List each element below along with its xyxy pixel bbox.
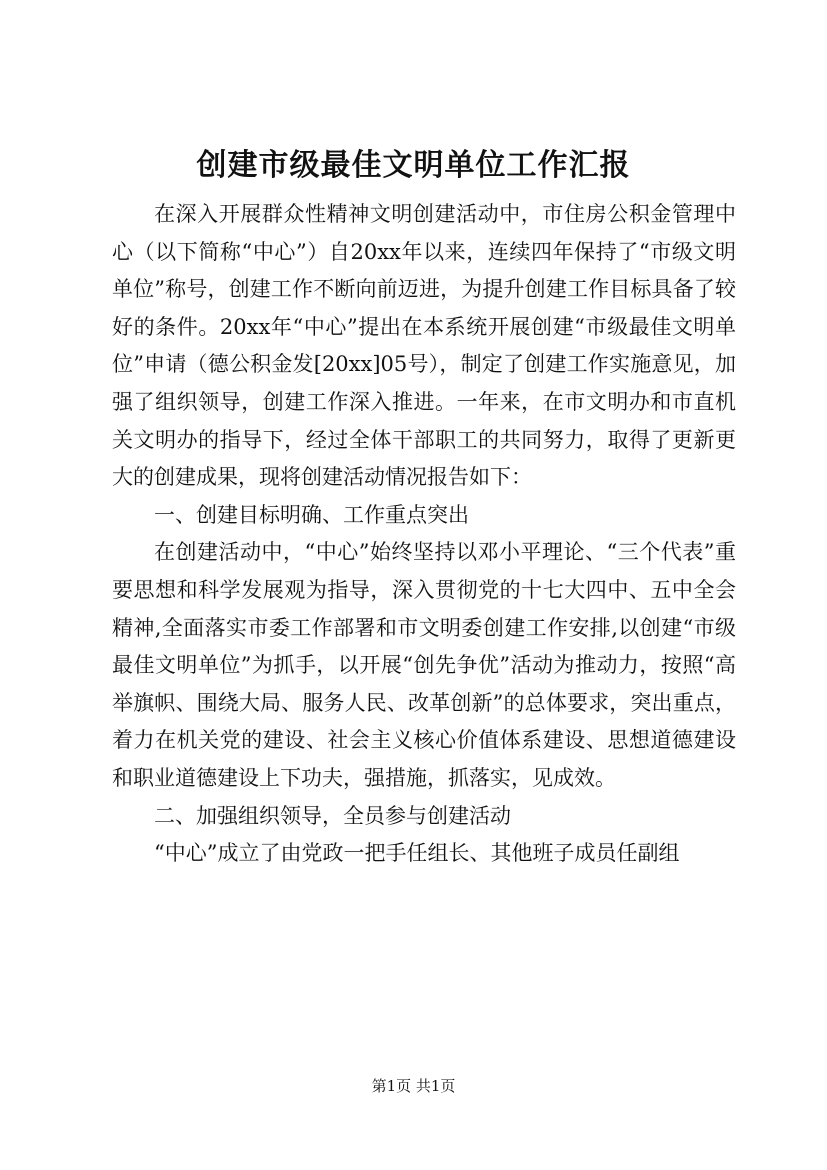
document-body [112, 196, 736, 873]
section-heading-1: 一、创建目标明确、工作重点突出 [154, 502, 469, 527]
section-2-paragraph: “中心”成立了由党政一把手任组长、其他班子成员任副组 [154, 841, 680, 866]
section-1-paragraph: 在创建活动中，“中心”始终坚持以邓小平理论、“三个代表”重要思想和科学发展观为指导，深入贯彻党的十七大四中、五中全会精神,全面落实市委工作部署和市文明委创建工作安排,以创建“市级最佳文明单位”为抓手，以开展“创先争优”活动为推动力，按照“高举旗帜、围绕大局、服务人民、改革创新”的总体要求，突出重点，着力在机关党的建设、社会主义核心价值体系建设、思想道德建设和职业道德建设上下功夫，强措施，抓落实，见成效。 [112, 540, 736, 790]
document-title: 创建市级最佳文明单位工作汇报 [196, 148, 631, 183]
intro-paragraph: 在深入开展群众性精神文明创建活动中，市住房公积金管理中心（以下简称“中心”）自20xx年以来，连续四年保持了“市级文明单位”称号，创建工作不断向前迈进，为提升创建工作目标具备了较好的条件。20xx年“中心”提出在本系统开展创建“市级最佳文明单位”申请（德公积金发[20xx]05号），制定了创建工作实施意见，加强了组织领导，创建工作深入推进。一年来，在市文明办和市直机关文明办的指导下，经过全体干部职工的共同努力，取得了更新更大的创建成果，现将创建活动情况报告如下： [112, 202, 736, 490]
page-footer: 第1页 共1页 [371, 1077, 456, 1095]
section-heading-2: 二、加强组织领导，全员参与创建活动 [154, 803, 511, 828]
